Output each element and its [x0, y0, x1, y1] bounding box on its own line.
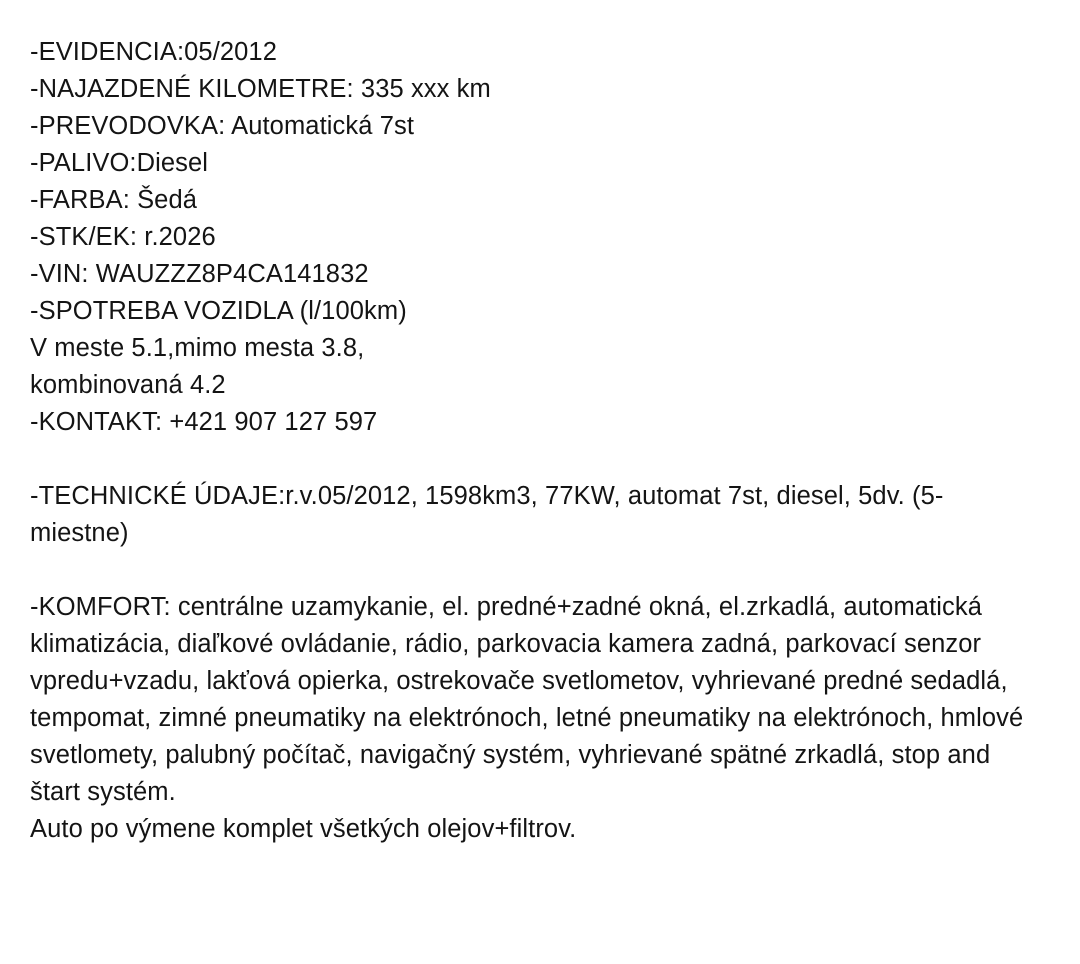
spec-line-fuel: -PALIVO:Diesel	[30, 149, 209, 177]
specs-block	[30, 34, 1040, 441]
vehicle-listing-text	[30, 34, 1040, 848]
spec-line-evidencia: -EVIDENCIA:05/2012	[30, 38, 278, 66]
spec-line-inspection: -STK/EK: r.2026	[30, 223, 216, 251]
spec-line-color: -FARBA: Šedá	[30, 186, 198, 214]
spec-line-consumption-header: -SPOTREBA VOZIDLA (l/100km)	[30, 297, 407, 325]
spec-line-mileage: -NAJAZDENÉ KILOMETRE: 335 xxx km	[30, 75, 491, 103]
spec-line-contact: -KONTAKT: +421 907 127 597	[30, 408, 378, 436]
spec-line-consumption-combined: kombinovaná 4.2	[30, 371, 226, 399]
service-note-paragraph: Auto po výmene komplet všetkých olejov+filtrov.	[30, 815, 577, 843]
technical-data-paragraph: -TECHNICKÉ ÚDAJE:r.v.05/2012, 1598km3, 77KW, automat 7st, diesel, 5dv. (5-miestne)	[30, 482, 944, 547]
spec-line-vin: -VIN: WAUZZZ8P4CA141832	[30, 260, 369, 288]
spec-line-consumption-city-extra: V meste 5.1,mimo mesta 3.8,	[30, 334, 365, 362]
comfort-paragraph: -KOMFORT: centrálne uzamykanie, el. predné+zadné okná, el.zrkadlá, automatická klimatizácia, diaľkové ovládanie, rádio, parkovacia kamera zadná, parkovací senzor vpredu+vzadu, lakťová opierka, ostrekovače svetlometov, vyhrievané predné sedadlá, tempomat, zimné pneumatiky na elektrónoch, letné pneumatiky na elektrónoch, hmlové svetlomety, palubný počítač, navigačný systém, vyhrievané spätné zrkadlá, stop and štart systém.	[30, 593, 1024, 806]
spec-line-transmission: -PREVODOVKA: Automatická 7st	[30, 112, 415, 140]
